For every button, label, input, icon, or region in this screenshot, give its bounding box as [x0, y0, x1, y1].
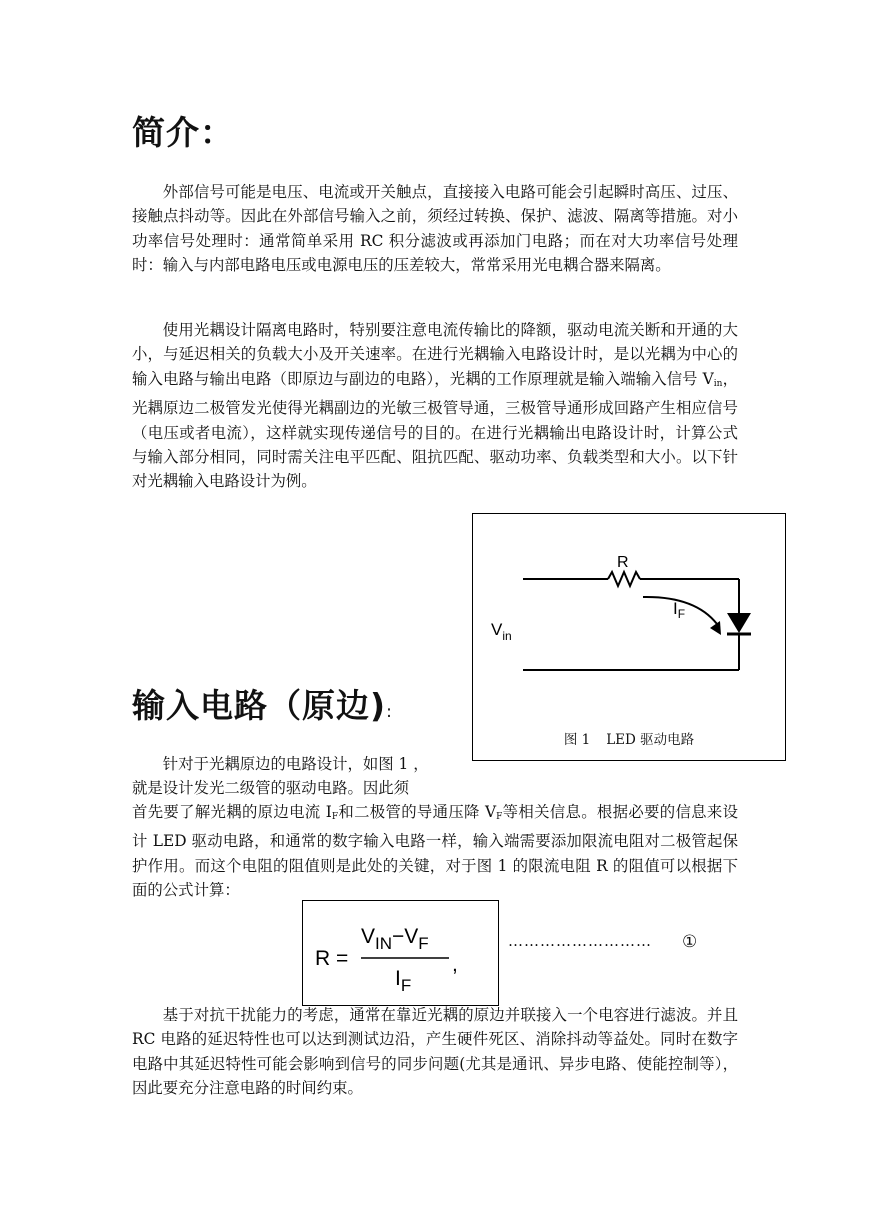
input-paragraph-rest-b: 和二极管的导通压降 V	[338, 803, 497, 821]
formula-comma: ,	[452, 953, 458, 976]
input-paragraph-rest-c: 等相关信息。根据必要的信息来设计 LED 驱动电路，和通常的数字输入电路一样，输入端需要添加限流电阻对二极管起保护作用。而这个电阻的阻值则是此处的关键，对于图 1 的限流电阻 R 的阻值可以根据下面的公式计算：	[132, 803, 738, 900]
input-paragraph-line-1: 针对于光耦原边的电路设计，如图 1 ，	[162, 755, 429, 773]
current-label-sub: F	[677, 607, 686, 621]
input-paragraph-line-2: 就是设计发光二级管的驱动电路。因此须	[132, 779, 410, 797]
current-label-main: I	[673, 599, 678, 618]
figure-1-led-driver-circuit	[472, 513, 786, 761]
intro-paragraph-1: 外部信号可能是电压、电流或开关触点，直接接入电路可能会引起瞬时高压、过压、接触点抖动等。因此在外部信号输入之前，须经过转换、保护、滤波、隔离等措施。对小功率信号处理时：通常简单采用 RC 积分滤波或再添加门电路；而在对大功率信号处理时：输入与内部电路电压或电源电压的压差较大，常常采用光电耦合器来隔离。	[132, 183, 738, 275]
vin-subscript: in	[713, 378, 723, 389]
input-paragraph-rest-a: 首先要了解光耦的原边电流 I	[132, 803, 332, 821]
formula-den-i: I	[395, 967, 401, 990]
formula-num-sub1: IN	[375, 934, 393, 953]
resistor-symbol	[608, 572, 640, 586]
equation-leader-dots: ………………………	[508, 932, 652, 950]
filter-paragraph: 基于对抗干扰能力的考虑，通常在靠近光耦的原边并联接入一个电容进行滤波。并且 RC 电路的延迟特性也可以达到测试边沿，产生硬件死区、消除抖动等益处。同时在数字电路中其延迟特性可能会影响到信号的同步问题(尤其是通讯、异步电路、使能控制等），因此要充分注意电路的时间约束。	[132, 1006, 738, 1098]
formula-num-v2: V	[404, 925, 419, 948]
intro-paragraph-2-part-b: ，光耦原边二极管发光使得光耦副边的光敏三极管导通，三极管导通形成回路产生相应信号（电压或者电流），这样就实现传递信号的目的。在进行光耦输出电路设计时，计算公式与输入部分相同，同时需关注电平匹配、阻抗匹配、驱动功率、负载类型和大小。以下针对光耦输入电路设计为例。	[132, 369, 738, 491]
section-heading-intro: 简介：	[132, 113, 234, 152]
formula-denominator	[395, 967, 411, 995]
formula-num-v1: V	[361, 925, 376, 948]
led-diode-symbol	[727, 613, 751, 633]
resistor-label: R	[617, 554, 629, 571]
vin-label-sub: in	[502, 629, 512, 643]
intro-paragraph-2-part-a: 使用光耦设计隔离电路时，特别要注意电流传输比的降额，驱动电流关断和开通的大小，与延迟相关的负载大小及开关速率。在进行光耦输入电路设计时，是以光耦为中心的输入电路与输出电路（即原边与副边的电路），光耦的工作原理就是输入端输入信号 V	[132, 321, 738, 388]
if-subscript: F	[331, 812, 339, 822]
input-paragraph-rest	[132, 800, 738, 903]
resistance-formula	[303, 901, 500, 1007]
circuit-diagram	[473, 514, 787, 762]
figure-1-caption-text: LED 驱动电路	[606, 732, 695, 748]
formula-lhs: R =	[315, 947, 349, 970]
formula-box	[302, 900, 499, 1006]
formula-numerator	[361, 925, 429, 953]
section-heading-input-circuit	[132, 686, 393, 732]
formula-num-sub2: F	[418, 934, 429, 953]
intro-paragraph-2	[132, 318, 738, 494]
equation-number: ①	[682, 932, 698, 952]
vin-label	[491, 620, 512, 643]
vf-subscript: F	[496, 812, 503, 822]
figure-1-caption	[473, 728, 785, 748]
formula-den-sub: F	[400, 976, 412, 995]
section-heading-input-circuit-colon: :	[386, 702, 393, 722]
vin-label-main: V	[491, 620, 503, 639]
figure-1-caption-number: 图 1	[563, 732, 591, 748]
formula-num-minus: −	[392, 925, 405, 948]
section-heading-input-circuit-text: 输入电路（原边)	[132, 686, 387, 725]
